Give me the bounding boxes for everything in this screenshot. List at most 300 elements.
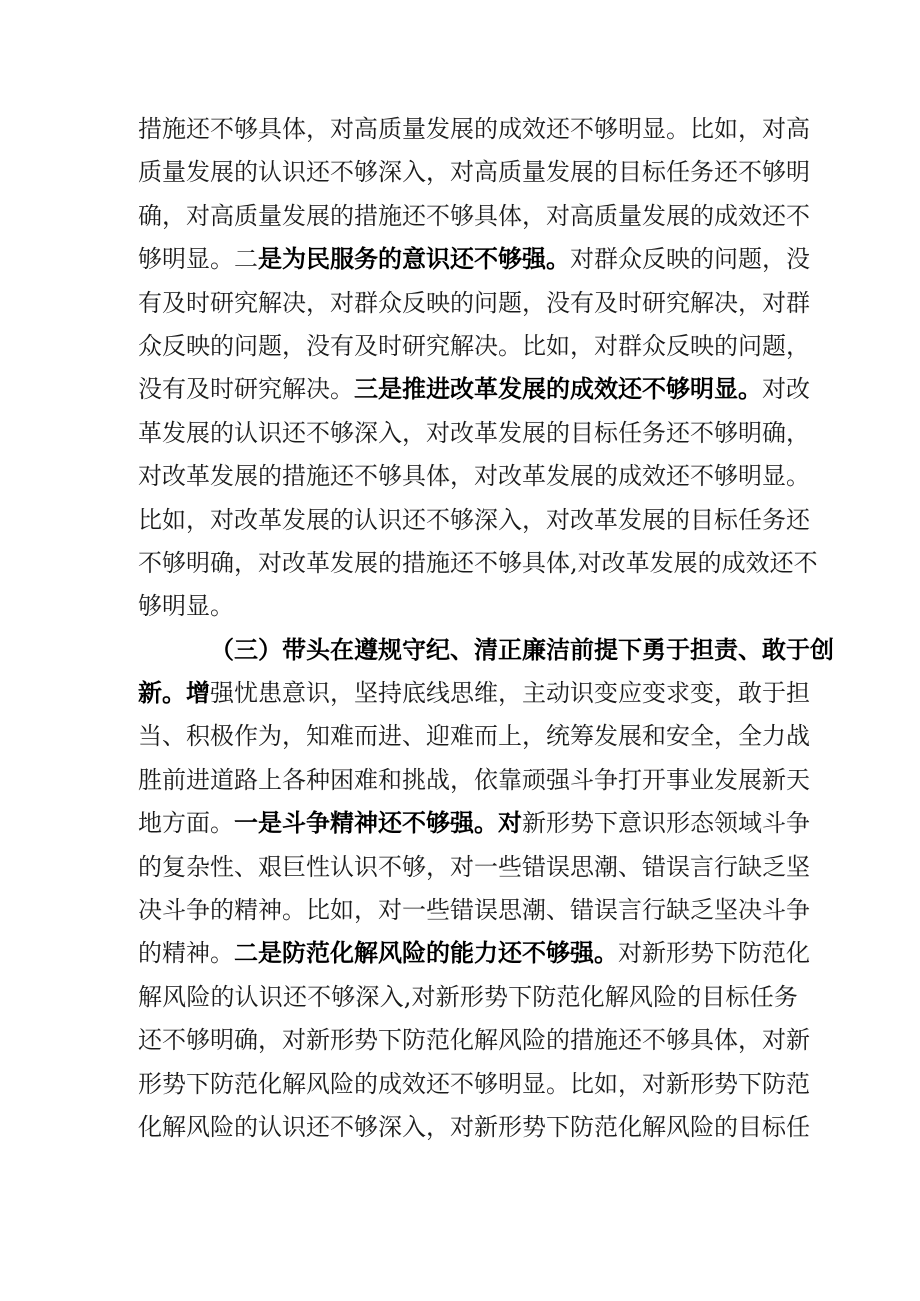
text-char: 势 (162, 1069, 186, 1098)
bold-text-char: 于 (786, 635, 810, 664)
text-char: 一 (402, 896, 426, 925)
text-char: 化 (258, 1069, 282, 1098)
text-char: 质 (234, 201, 258, 230)
text-char: 防 (738, 939, 762, 968)
text-char: 明 (618, 115, 642, 143)
text-char: 、 (162, 722, 186, 751)
text-char: 对 (762, 375, 786, 404)
bold-text-char: 是 (258, 809, 282, 838)
text-char: 标 (762, 1112, 786, 1141)
text-char: ， (450, 462, 474, 491)
text-char: 不 (690, 462, 714, 491)
text-char: 明 (738, 462, 762, 491)
text-char: 误 (666, 852, 690, 881)
text-char: ， (786, 418, 810, 447)
body-text (138, 108, 834, 1149)
text-char: 改 (450, 418, 474, 447)
text-char: 决 (138, 896, 162, 925)
text-char: 认 (258, 1112, 282, 1141)
text-char: 务 (642, 418, 666, 447)
text-char: 展 (306, 201, 330, 230)
bold-text-char: 。 (738, 375, 762, 404)
text-char: 错 (642, 852, 666, 881)
text-char: 积 (186, 722, 210, 751)
text-char: 还 (402, 505, 426, 534)
text-char: 展 (354, 548, 378, 577)
text-char: ， (354, 896, 378, 925)
text-char: 比 (690, 115, 714, 143)
bold-text-char: 展 (522, 375, 546, 404)
bold-text-char: 能 (450, 939, 474, 968)
text-char: 不 (793, 548, 818, 577)
text-char: 成 (498, 115, 522, 143)
text-char: 入 (402, 158, 426, 187)
text-char: 的 (677, 982, 702, 1011)
text-char: 于 (762, 679, 786, 708)
text-char: 作 (234, 722, 258, 751)
bold-text-char: 敢 (762, 635, 786, 664)
text-char: ， (258, 1026, 282, 1055)
text-char: 反 (162, 331, 186, 360)
text-char: 巨 (282, 852, 306, 881)
text-char: 及 (186, 375, 210, 404)
text-char: 解 (642, 1112, 666, 1141)
text-char: ， (306, 288, 330, 317)
text-char: 质 (594, 201, 618, 230)
text-char: 势 (483, 982, 508, 1011)
text-char: 不 (786, 201, 810, 230)
text-char: ， (186, 505, 210, 534)
text-char: 发 (162, 418, 186, 447)
text-char: 反 (402, 288, 426, 317)
text-char: 和 (642, 722, 666, 751)
text-char: 形 (138, 1069, 162, 1098)
bold-text-char: 前 (570, 635, 594, 664)
text-char: 上 (498, 722, 522, 751)
text-char: 展 (570, 158, 594, 187)
text-char: 范 (426, 1026, 450, 1055)
text-char: 前 (162, 765, 186, 794)
text-char: 不 (162, 1026, 186, 1055)
text-char: 形 (546, 809, 570, 838)
text-char: 革 (594, 505, 618, 534)
text-char: 对 (186, 201, 210, 230)
text-char: 的 (330, 505, 354, 534)
text-char: 维 (474, 679, 498, 708)
text-char: ， (762, 245, 786, 274)
text-char: 目 (570, 418, 594, 447)
text-char: 质 (378, 115, 402, 143)
text-char: 缺 (738, 852, 762, 881)
text-line (138, 238, 810, 281)
text-char: 够 (186, 1026, 210, 1055)
text-char: 比 (306, 896, 330, 925)
text-char: 斗 (570, 765, 594, 794)
text-char: 革 (186, 462, 210, 491)
text-char: 展 (666, 201, 690, 230)
bold-text-char: 带 (282, 635, 306, 664)
text-char: 发 (714, 765, 738, 794)
text-char: 时 (618, 288, 642, 317)
text-char: 的 (714, 331, 738, 360)
text-char: 不 (307, 982, 332, 1011)
text-char: 决 (474, 331, 498, 360)
text-char: 对 (618, 939, 642, 968)
text-char: 决 (306, 375, 330, 404)
text-char: 深 (378, 158, 402, 187)
text-char: 还 (618, 1026, 642, 1055)
text-char: 意 (282, 679, 306, 708)
text-char: 神 (258, 896, 282, 925)
bold-text-char: 是 (258, 245, 282, 274)
text-char: 些 (426, 896, 450, 925)
text-char: ， (570, 331, 594, 360)
bold-text-char: 勇 (642, 635, 666, 664)
text-char: 防 (762, 1069, 786, 1098)
text-char: 不 (306, 418, 330, 447)
text-char: 开 (642, 765, 666, 794)
text-char: 及 (162, 288, 186, 317)
text-char: 明 (186, 548, 210, 577)
text-char: 的 (594, 158, 618, 187)
text-char: 措 (402, 548, 426, 577)
text-char: ， (498, 679, 522, 708)
text-char: 解 (138, 982, 162, 1011)
text-char: 上 (258, 765, 282, 794)
text-char: 识 (642, 809, 666, 838)
text-char: 体 (282, 115, 306, 143)
text-char: 确 (234, 1026, 258, 1055)
text-char: 措 (570, 1026, 594, 1055)
text-char: 措 (282, 462, 306, 491)
text-char: 地 (138, 809, 162, 838)
text-char: 的 (210, 418, 234, 447)
bold-text-char: 斗 (282, 809, 306, 838)
text-char: 成 (618, 462, 642, 491)
text-char: 一 (474, 852, 498, 881)
bold-text-char: 正 (498, 635, 522, 664)
bold-text-char: 头 (306, 635, 330, 664)
text-char: 目 (618, 158, 642, 187)
text-char: 具 (474, 201, 498, 230)
text-char: ， (162, 201, 186, 230)
text-char: 还 (426, 1069, 450, 1098)
text-line (138, 846, 810, 889)
text-char: 变 (594, 679, 618, 708)
bold-text-char: 。 (594, 939, 618, 968)
bold-text-char: 三 (354, 375, 378, 404)
text-char: 强 (546, 765, 570, 794)
bold-text-char: 。 (474, 809, 498, 838)
text-char: 争 (594, 765, 618, 794)
bold-text-char: 还 (378, 809, 402, 838)
text-char: 的 (546, 1026, 570, 1055)
text-char: 务 (762, 505, 786, 534)
text-char: 如 (594, 1069, 618, 1098)
text-char: 改 (162, 462, 186, 491)
bold-text-char: 进 (426, 375, 450, 404)
text-char: 对 (378, 896, 402, 925)
text-char: 映 (690, 331, 714, 360)
text-char: ， (402, 418, 426, 447)
text-char: 胜 (138, 765, 162, 794)
text-char: 新 (306, 1026, 330, 1055)
text-char: 质 (498, 158, 522, 187)
text-char: 坚 (714, 896, 738, 925)
text-char: 。 (330, 375, 354, 404)
text-char: 深 (355, 982, 380, 1011)
text-char: 思 (570, 852, 594, 881)
text-char: 够 (162, 548, 186, 577)
text-char: ， (618, 1069, 642, 1098)
text-char: 对 (762, 115, 786, 143)
text-char: 对 (762, 1026, 786, 1055)
text-char: , (570, 548, 578, 577)
text-char: 误 (546, 852, 570, 881)
text-char: 。 (666, 115, 690, 143)
text-char: 些 (498, 852, 522, 881)
text-line (138, 889, 810, 932)
text-char: 施 (594, 1026, 618, 1055)
text-char: 明 (786, 158, 810, 187)
text-char: 。 (210, 592, 234, 621)
text-line (138, 195, 810, 238)
text-char: 对 (570, 245, 594, 274)
text-char: 险 (522, 1026, 546, 1055)
text-char: 错 (570, 896, 594, 925)
text-char: 发 (642, 201, 666, 230)
text-char: 势 (570, 809, 594, 838)
text-char: 不 (378, 852, 402, 881)
bold-text-char: 推 (402, 375, 426, 404)
text-char: 挑 (402, 765, 426, 794)
text-char: 求 (666, 679, 690, 708)
text-char: 知 (306, 722, 330, 751)
text-char: 显 (762, 462, 786, 491)
text-char: 化 (450, 1026, 474, 1055)
text-char: 统 (546, 722, 570, 751)
bold-text-char: 规 (378, 635, 402, 664)
text-char: 担 (786, 679, 810, 708)
text-char: 的 (234, 1112, 258, 1141)
text-char: 的 (666, 505, 690, 534)
text-char: 杂 (186, 852, 210, 881)
text-char: 范 (786, 1069, 810, 1098)
bold-text-char: 还 (498, 939, 522, 968)
text-char: 够 (378, 462, 402, 491)
text-char: 意 (618, 809, 642, 838)
text-char: 改 (601, 548, 626, 577)
text-char: 的 (210, 982, 235, 1011)
text-char: 。 (282, 896, 306, 925)
bold-text-char: 对 (498, 809, 522, 838)
text-char: 够 (331, 982, 356, 1011)
bold-text-char: 争 (306, 809, 330, 838)
text-char: 群 (618, 331, 642, 360)
text-char: 对 (282, 1026, 306, 1055)
bold-text-char: 的 (426, 939, 450, 968)
text-char: 研 (210, 288, 234, 317)
text-line (138, 1019, 810, 1062)
text-char: ， (738, 1026, 762, 1055)
text-char: 究 (258, 375, 282, 404)
text-char: 全 (738, 722, 762, 751)
text-char: 防 (402, 1026, 426, 1055)
text-char: 显 (522, 1069, 546, 1098)
text-char: 性 (306, 852, 330, 881)
text-char: 施 (426, 548, 450, 577)
text-char: 业 (690, 765, 714, 794)
text-char: 安 (666, 722, 690, 751)
text-char: 体 (714, 1026, 738, 1055)
text-char: 具 (522, 548, 546, 577)
text-char: 及 (354, 331, 378, 360)
text-char: 展 (570, 462, 594, 491)
text-char: 够 (138, 592, 162, 621)
bold-text-char: 够 (546, 939, 570, 968)
bold-text-char: 不 (402, 809, 426, 838)
bold-text-char: 。 (546, 245, 570, 274)
text-char: 的 (330, 201, 354, 230)
text-char: 革 (625, 548, 650, 577)
text-char: 不 (426, 201, 450, 230)
text-line (138, 976, 798, 1019)
text-char: 解 (604, 982, 629, 1011)
text-char: 错 (522, 852, 546, 881)
text-char: 变 (642, 679, 666, 708)
text-char: 乏 (690, 896, 714, 925)
text-char: 够 (474, 1069, 498, 1098)
text-char: 反 (642, 245, 666, 274)
text-char: 任 (738, 505, 762, 534)
text-char: 还 (306, 1112, 330, 1141)
text-char: 还 (714, 158, 738, 187)
text-char: 确 (762, 418, 786, 447)
text-char: 对 (138, 462, 162, 491)
text-char: 领 (714, 809, 738, 838)
text-char: 对 (330, 115, 354, 143)
text-char: 解 (162, 1112, 186, 1141)
text-char: 众 (138, 331, 162, 360)
text-char: 题 (498, 288, 522, 317)
text-char: 的 (594, 462, 618, 491)
text-char: ， (714, 679, 738, 708)
text-char: 的 (354, 1069, 378, 1098)
text-char: 认 (234, 982, 259, 1011)
text-char: 识 (570, 679, 594, 708)
text-char: 还 (666, 462, 690, 491)
text-char: 革 (474, 418, 498, 447)
text-char: 显 (186, 592, 210, 621)
text-line (138, 455, 810, 498)
bold-text-char: 强 (522, 245, 546, 274)
text-char: 不 (330, 1112, 354, 1141)
text-char: 解 (690, 288, 714, 317)
text-char: 高 (210, 201, 234, 230)
text-char: 改 (234, 505, 258, 534)
text-char: 发 (546, 158, 570, 187)
text-char: 时 (186, 288, 210, 317)
text-char: 问 (234, 331, 258, 360)
bold-text-char: 、 (450, 635, 474, 664)
text-char: 入 (402, 1112, 426, 1141)
text-char: 革 (258, 505, 282, 534)
bold-text-char: 是 (258, 939, 282, 968)
text-char: 险 (330, 1069, 354, 1098)
bold-text-char: 服 (330, 245, 354, 274)
text-char: 展 (234, 462, 258, 491)
text-char: 有 (330, 331, 354, 360)
text-char: 还 (138, 1026, 162, 1055)
text-char: 对 (258, 548, 282, 577)
text-char: 够 (450, 505, 474, 534)
text-char: 对 (642, 1069, 666, 1098)
text-char: 问 (714, 245, 738, 274)
text-char: 决 (714, 288, 738, 317)
bold-text-char: 显 (714, 375, 738, 404)
text-line (138, 282, 810, 325)
text-char: 新 (786, 1026, 810, 1055)
text-char: 入 (379, 982, 404, 1011)
text-char: 战 (426, 765, 450, 794)
text-char: 难 (450, 722, 474, 751)
text-char: 研 (642, 288, 666, 317)
text-char: 群 (786, 288, 810, 317)
text-char: 力 (762, 722, 786, 751)
text-char: 潮 (594, 852, 618, 881)
bold-text-char: 清 (474, 635, 498, 664)
text-char: 为 (258, 722, 282, 751)
text-char: 认 (330, 852, 354, 881)
bold-text-char: 意 (402, 245, 426, 274)
text-char: 映 (186, 331, 210, 360)
text-char: 各 (282, 765, 306, 794)
text-char: 势 (690, 939, 714, 968)
bold-text-char: （ (210, 635, 234, 664)
text-char: 比 (570, 1069, 594, 1098)
text-char: 明 (498, 1069, 522, 1098)
text-char: 展 (642, 505, 666, 534)
text-char: 识 (354, 852, 378, 881)
text-char: 识 (258, 982, 283, 1011)
text-line (138, 542, 818, 585)
text-char: 解 (282, 1069, 306, 1098)
bold-text-char: 化 (330, 939, 354, 968)
text-char: 标 (642, 158, 666, 187)
text-char: 新 (666, 1069, 690, 1098)
text-char: 。 (498, 331, 522, 360)
text-char: ， (282, 722, 306, 751)
text-char: 形 (498, 1112, 522, 1141)
bold-text-char: 守 (402, 635, 426, 664)
text-char: 识 (306, 679, 330, 708)
text-char: 争 (186, 896, 210, 925)
text-char: 务 (773, 982, 798, 1011)
text-char: 展 (618, 722, 642, 751)
text-char: 道 (210, 765, 234, 794)
text-char: 对 (546, 505, 570, 534)
text-char: 二 (234, 245, 258, 274)
text-char: 行 (642, 896, 666, 925)
text-char: 标 (594, 418, 618, 447)
text-char: 动 (546, 679, 570, 708)
text-char: 对 (577, 548, 602, 577)
text-char: 风 (162, 982, 187, 1011)
text-char: 、 (546, 896, 570, 925)
text-char: , (403, 982, 412, 1011)
text-char: 够 (498, 548, 522, 577)
text-char: 、 (402, 722, 426, 751)
